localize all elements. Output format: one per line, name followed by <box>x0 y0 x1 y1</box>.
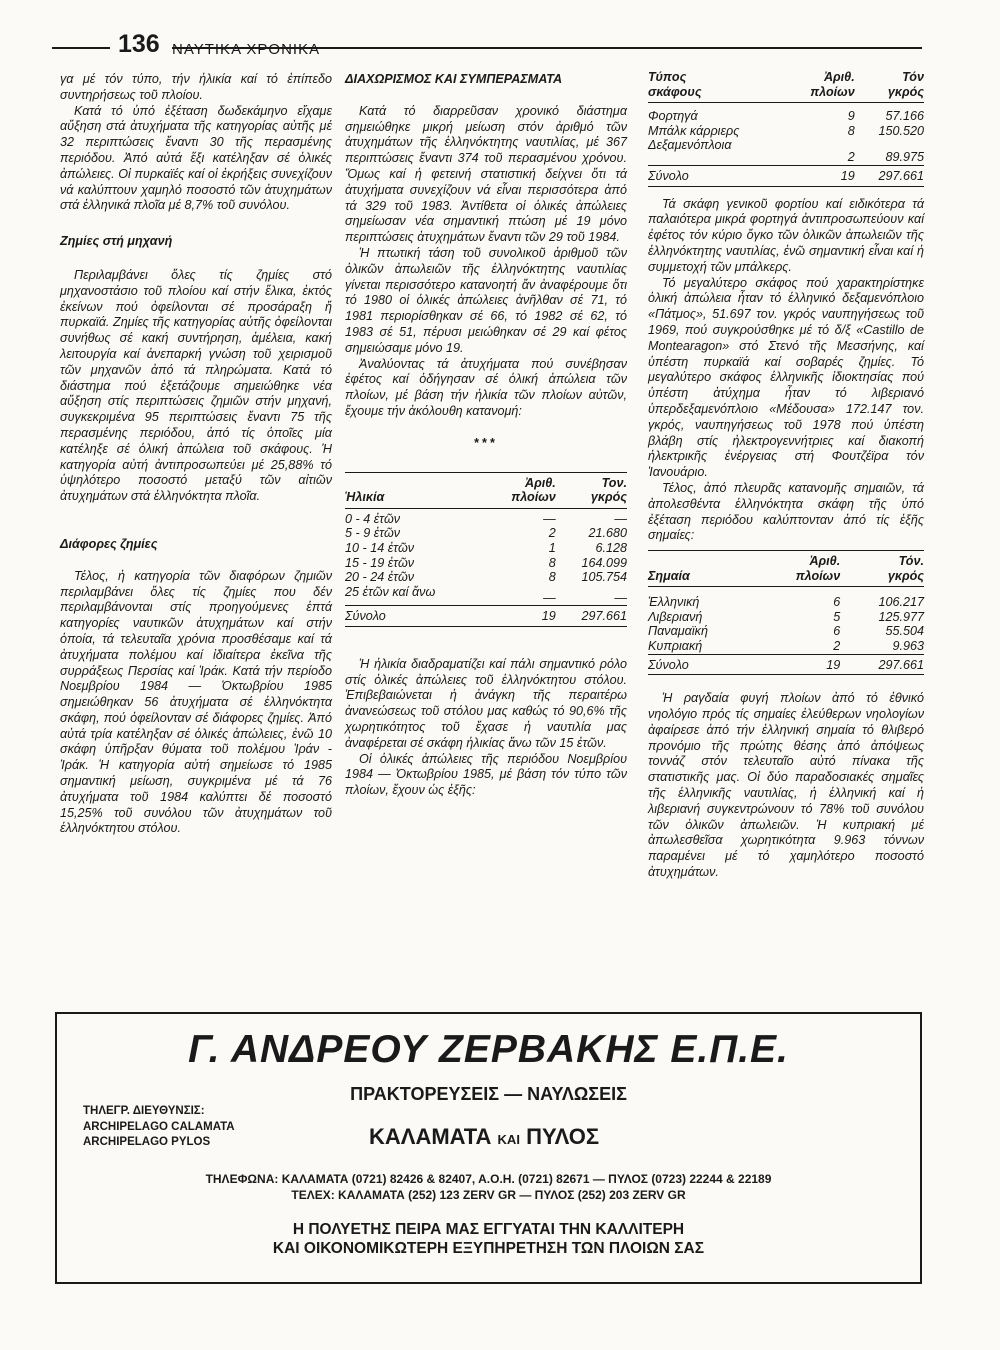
col-header: γκρός <box>840 569 924 587</box>
col-header: Τύπος <box>648 70 687 84</box>
col-header: σκάφους <box>648 85 787 103</box>
section-heading-engine: Ζημίες στή μηχανή <box>60 234 173 249</box>
col-header: Ἀριθ. <box>809 554 841 569</box>
table-total-row: Σύνολο 19 297.661 <box>648 165 924 186</box>
col-header: Ἡλικία <box>345 490 486 508</box>
ad-location: ΠΥΛΟΣ <box>526 1124 600 1149</box>
table-row: 15 - 19 ἐτῶν 8 164.099 <box>345 555 627 570</box>
table-row: Ἑλληνική 6 106.217 <box>648 595 924 610</box>
ad-slogan-line: ΚΑΙ ΟΙΚΟΝΟΜΙΚΩΤΕΡΗ ΕΞΥΠΗΡΕΤΗΣΗ ΤΩΝ ΠΛΟΙΩΝ ΣΑΣ <box>272 1240 705 1257</box>
paragraph: Οἱ ὁλικές ἀπώλειες τῆς περιόδου Νοεμβρίου 1984 — Ὀκτωβρίου 1985, μέ βάση τόν τύπο τῶν πλοίων, ἔχουν ὡς ἑξῆς: <box>345 751 627 798</box>
table-row: 0 - 4 ἐτῶν — — <box>345 511 627 526</box>
age-table <box>345 472 627 627</box>
table-total-row: Σύνολο 19 297.661 <box>648 654 924 675</box>
paragraph: Ἡ ἡλικία διαδραματίζει καί πάλι σημαντικό ρόλο στίς ὁλικές ἀπώλειες τοῦ ἑλληνόκτητου στόλου. Ἐπιβεβαιώνεται ἡ ἀνάγκη τῆς περαιτέρω ἀνανεώσεως τοῦ στόλου μας καθώς τό 90,6% τῆς χωρητικότητος τοῦ ἔχασε ἡ ναυτιλία μας ἀναφέρεται σέ σκάφη ἡλικίας ἄνω τῶν 15 ἐτῶν. <box>345 656 627 750</box>
paragraph: Περιλαμβάνει ὅλες τίς ζημίες στό μηχανοστάσιο τοῦ πλοίου καί στήν ἕλικα, ἐκτός ἐκείνων πού ὀφείλονται σέ προσάραξη ἤ πυρκαϊά. Ζημίες τῆς κατηγορίας αὐτῆς ὀφείλονται συνήθως σέ κακή συντήρηση, ἀμέλεια, κακή λειτουργία καί ἀνεπαρκή γνώση τοῦ χειρισμοῦ τῶν μηχανῶν ἀπό τά πληρώματα. Κατά τό διάστημα πού ἐξετάζουμε σημειώθηκε νέα αὔξηση στίς περιπτώσεις ζημιῶν στήν μηχανή, συγκεκριμένα 95 περιπτώσεις ἔναντι 75 τῆς περασμένης περιόδου, ἀπό τίς ὁποῖες μία κατέληξε σέ ὁλική ἀπώλεια τοῦ σκάφους. Ἡ κατηγορία αὐτή ἀντιπροσωπεύει μέ 25,88% τό ὑψηλότερο ποσοστό μεταξύ τῶν αἰτιῶν ἀτυχημάτων στά ἑλληνόκτητα πλοῖα. <box>60 267 332 504</box>
paragraph: Ἀναλύοντας τά ἀτυχήματα πού συνέβησαν ἐφέτος καί ὁδήγησαν σέ ὁλική ἀπώλεια τῶν πλοίων, μέ βάση τήν ἡλικία τῶν πλοίων αὐτῶν, ἔχουμε τήν ἀκόλουθη κατανομή: <box>345 356 627 418</box>
paragraph: Κατά τό ὑπό ἐξέταση δωδεκάμηνο εἴχαμε αὔξηση στά ἀτυχήματα τῆς κατηγορίας αὐτῆς μέ 32 περιπτώσεις ἔναντι 30 τῆς περασμένης περιόδου. Ἀπό αὐτά ἕξι κατέληξαν σέ ὁλικές ἀπώλειες. Οἱ πυρκαϊές καί οἱ ἐκρήξεις συνεχίζουν νά καλύπτουν χαμηλό ποσοστό τῶν ἀτυχημάτων στά ἑλληνικά πλοῖα μέ 8,7% τοῦ συνόλου. <box>60 103 332 213</box>
col-header: Τόν. <box>898 554 924 569</box>
ad-locations <box>369 1124 599 1150</box>
page-header <box>52 30 922 60</box>
ad-telegraph-address <box>83 1104 235 1151</box>
paragraph: Τό μεγαλύτερο σκάφος πού χαρακτηρίστηκε ὁλική ἀπώλεια ἦταν τό ἑλληνικό δεξαμενόπλοιο «Πάτμος», 51.697 τον. γκρός ναυπηγήσεως τοῦ 1969, πού συγκρούσθηκε μέ τό δ/ξ «Castillo de Montearagon» στό Στενό τῆς Μεσσήνης, καί ὑπέστη πυρκαϊά καί σοβαρές ζημίες. Τό μεγαλύτερο σκάφος ἑλληνικῆς ἰδιοκτησίας πού ὑπέστη ἀτύχημα ἦταν τό λιβεριανό ὑπερδεξαμενόπλοιο «Μέδουσα» 172.147 τον. γκρός, ναυπηγήσεως τοῦ 1978 πού ὑπέστη βλάβη στίς ἠλεκτρογεννήτριες καί διακοπή ἠλεκτρικῆς ἐνέργειας στή Φουτζέϊρα τόν Ἰανουάριο. <box>648 275 924 480</box>
flag-table <box>648 550 924 675</box>
table-row: Λιβεριανή 5 125.977 <box>648 609 924 624</box>
paragraph: γα μέ τόν τύπο, τήν ἡλικία καί τό ἐπίπεδο συντηρήσεως τοῦ πλοίου. <box>60 72 332 102</box>
ad-location: ΚΑΛΑΜΑΤΑ <box>369 1124 492 1149</box>
table-row: 5 - 9 ἐτῶν 2 21.680 <box>345 526 627 541</box>
section-heading-conclusions: ΔΙΑΧΩΡΙΣΜΟΣ ΚΑΙ ΣΥΜΠΕΡΑΣΜΑΤΑ <box>345 72 563 86</box>
col-header: Ἀριθ. <box>525 475 556 490</box>
section-heading-misc: Διάφορες ζημίες <box>60 536 158 551</box>
table-total-row: Σύνολο 19 297.661 <box>345 606 627 627</box>
table-row: Κυπριακή 2 9.963 <box>648 639 924 654</box>
header-rule-left <box>52 47 110 49</box>
paragraph: Κατά τό διαρρεῦσαν χρονικό διάστημα σημειώθηκε μικρή μείωση στόν ἀριθμό τῶν ἀτυχημάτων τῆς ἑλληνόκτητης ναυτιλίας, μέ 367 περιπτώσεις ἔναντι 374 τοῦ περασμένου χρόνου. Ὅμως καί ἡ φετεινή στατιστική δείχνει ὅτι τά ἀτυχήματα συνεχίζουν νά εἶναι περισσότερα ἀπό τά 329 τοῦ 1983. Ἀντίθετα οἱ ὁλικές ἀπώλειες σημείωσαν νέα σημαντική πτώση μέ 19 μόνο περιπτώσεις ἀτυχημάτων ἔναντι τῶν 29 τοῦ 1984. <box>345 103 627 245</box>
magazine-title: ΝΑΥΤΙΚΑ ΧΡΟΝΙΚΑ <box>172 41 321 58</box>
table-row: Παναμαϊκή 6 55.504 <box>648 624 924 639</box>
table-row: Μπάλκ κάρριερς 8 150.520 <box>648 123 924 138</box>
paragraph: Ἡ πτωτική τάση τοῦ συνολικοῦ ἀριθμοῦ τῶν ὁλικῶν ἀπωλειῶν τῆς ἑλληνόκτητης ναυτιλίας γίνεται περισσότερο κατανοητή ἄν ἀναφέρουμε ὅτι τό 1980 οἱ ὁλικές ἀπώλειες ἀνῆλθαν σέ 71, τό 1981 περιορίσθηκαν σέ 66, τό 1982 σέ 62, τό 1983 σέ 51, πέρυσι μειώθηκαν σέ 29 καί φέτος σημειώσαμε μόνο 19. <box>345 245 627 355</box>
ad-telegraph-line: ARCHIPELAGO PYLOS <box>83 1136 211 1148</box>
col-header: Τον. <box>601 475 627 490</box>
col-header: γκρός <box>855 85 924 103</box>
page-number: 136 <box>118 30 160 58</box>
column-3 <box>648 70 924 881</box>
col-header: Σημαία <box>648 569 758 587</box>
ad-company-name: Γ. ΑΝΔΡΕΟΥ ΖΕΡΒΑΚΗΣ Ε.Π.Ε. <box>188 1028 789 1071</box>
paragraph: Τά σκάφη γενικοῦ φορτίου καί ειδικότερα τά παλαιότερα μικρά φορτηγά ἀντιπροσωπεύουν καί ἐφέτος τόν κύριο ὄγκο τῶν ὁλικῶν ἀπωλειῶν τῆς ἑλληνόκτητης ναυτιλίας, ἐνῶ σημαντική εἶναι καί ἡ συμμετοχή τῶν μπάλκερς. <box>648 196 924 274</box>
ad-contacts <box>57 1171 920 1203</box>
column-1 <box>60 72 332 837</box>
table-row: 20 - 24 ἐτῶν 8 105.754 <box>345 570 627 585</box>
col-header: Τόν <box>902 70 924 84</box>
ad-services: ΠΡΑΚΤΟΡΕΥΣΕΙΣ — ΝΑΥΛΩΣΕΙΣ <box>350 1084 627 1104</box>
table-row: 10 - 14 ἐτῶν 1 6.128 <box>345 540 627 555</box>
paragraph: Τέλος, ἡ κατηγορία τῶν διαφόρων ζημιῶν περιλαμβάνει ὅλες τίς ζημίες που δέν περιλαμβάνονται στίς προηγούμενες ἑπτά κατηγορίες ναυτικῶν ἀτυχημάτων καί στήν ὁποία, τά τελευταῖα χρόνια προσθέσαμε καί τά ἀτυχήματα πολέμου καί ἰδιαίτερα ἐκεῖνα τῆς συρράξεως Περσίας καί Ἰράκ. Κατά τήν περίοδο Νοεμβρίου 1984 — Ὀκτωβρίου 1985 σημειώθηκαν 56 ἀτυχήματα σέ ἑλληνόκτητα σκάφη, πού ὀφείλονταν σέ διάφορες ζημίες. Ἀπό αὐτά τρία κατέληξαν σέ ὁλικές ἀπώλειες, ἐνῶ 10 σκάφη ὑπῆρξαν θύματα τοῦ πολέμου Ἰράν - Ἰράκ. Ἡ κατηγορία αὐτή σημείωσε τό 1985 σημαντική μείωση, συγκριμένα μέ τά 76 ἀτυχήματα τοῦ 1984 καλύπτει δέ ποσοστό 15,25% τοῦ συνόλου τῶν ἀτυχημάτων τοῦ ἑλληνόκτητου στόλου. <box>60 568 332 836</box>
ad-telegraph-label: ΤΗΛΕΓΡ. ΔΙΕΥΘΥΝΣΙΣ: <box>83 1105 205 1117</box>
table-row: Φορτηγά 9 57.166 <box>648 109 924 124</box>
section-divider-stars: *** <box>474 435 498 450</box>
col-header: Ἀριθ. <box>823 70 855 84</box>
paragraph: Ἡ ραγδαία φυγή πλοίων ἀπό τό ἐθνικό νηολόγιο πρός τίς σημαίες ἐλεύθερων νηολογίων ἀφαίρεσε ἀπό τήν ἑλληνική σημαία τό θλιβερό προνόμιο τῆς πρώτης θέσης ἀπό ἀπόψεως τοννάζ στόν τελευταῖο αὐτό πίνακα τῆς στατιστικῆς μας. Οἱ δύο παραδοσιακές σημαῖες τῆς ἑλληνικῆς ναυτιλίας, ἡ ἑλληνική καί ἡ λιβεριανή συγκεντρώνουν τό 78% τοῦ συνόλου τῶν ὁλικῶν ἀπωλειῶν. Ἡ κυπριακή μέ ἀπωλεσθεῖσα χωρητικότητα 9.963 τόννων παραμένει μέ τό χαμηλότερο ποσοστό ἀτυχημάτων. <box>648 691 924 880</box>
ad-telex: ΤΕΛΕΧ: ΚΑΛΑΜΑΤΑ (252) 123 ZERV GR — ΠΥΛΟΣ (252) 203 ZERV GR <box>291 1188 686 1202</box>
ad-slogan-line: Η ΠΟΛΥΕΤΗΣ ΠΕΙΡΑ ΜΑΣ ΕΓΓΥΑΤΑΙ ΤΗΝ ΚΑΛΛΙΤΕΡΗ <box>292 1221 685 1238</box>
paragraph: Τέλος, ἀπό πλευρᾶς κατανομῆς σημαιῶν, τά ἀπολεσθέντα ἑλληνόκτητα σκάφη τῆς ὑπό ἐξέταση περιόδου καλύπτονταν ἀπό τίς ἑξῆς σημαίες: <box>648 480 924 543</box>
advertisement-box <box>55 1012 922 1284</box>
type-table <box>648 70 924 187</box>
col-header: γκρός <box>556 490 627 508</box>
ad-telegraph-line: ARCHIPELAGO CALAMATA <box>83 1120 235 1133</box>
col-header: πλοίων <box>486 490 556 508</box>
ad-phones: ΤΗΛΕΦΩΝΑ: ΚΑΛΑΜΑΤΑ (0721) 82426 & 82407, Α.Ο.Η. (0721) 82671 — ΠΥΛΟΣ (0723) 22244 & 22189 <box>205 1172 772 1186</box>
column-2 <box>345 72 627 799</box>
ad-location-and: ΚΑΙ <box>497 1132 520 1147</box>
table-row: 25 ἐτῶν καί ἄνω — — <box>345 584 627 605</box>
ad-slogan <box>57 1220 920 1258</box>
col-header: πλοίων <box>787 85 855 103</box>
col-header: πλοίων <box>758 569 840 587</box>
table-row: Δεξαμενόπλοια 2 89.975 <box>648 138 924 165</box>
